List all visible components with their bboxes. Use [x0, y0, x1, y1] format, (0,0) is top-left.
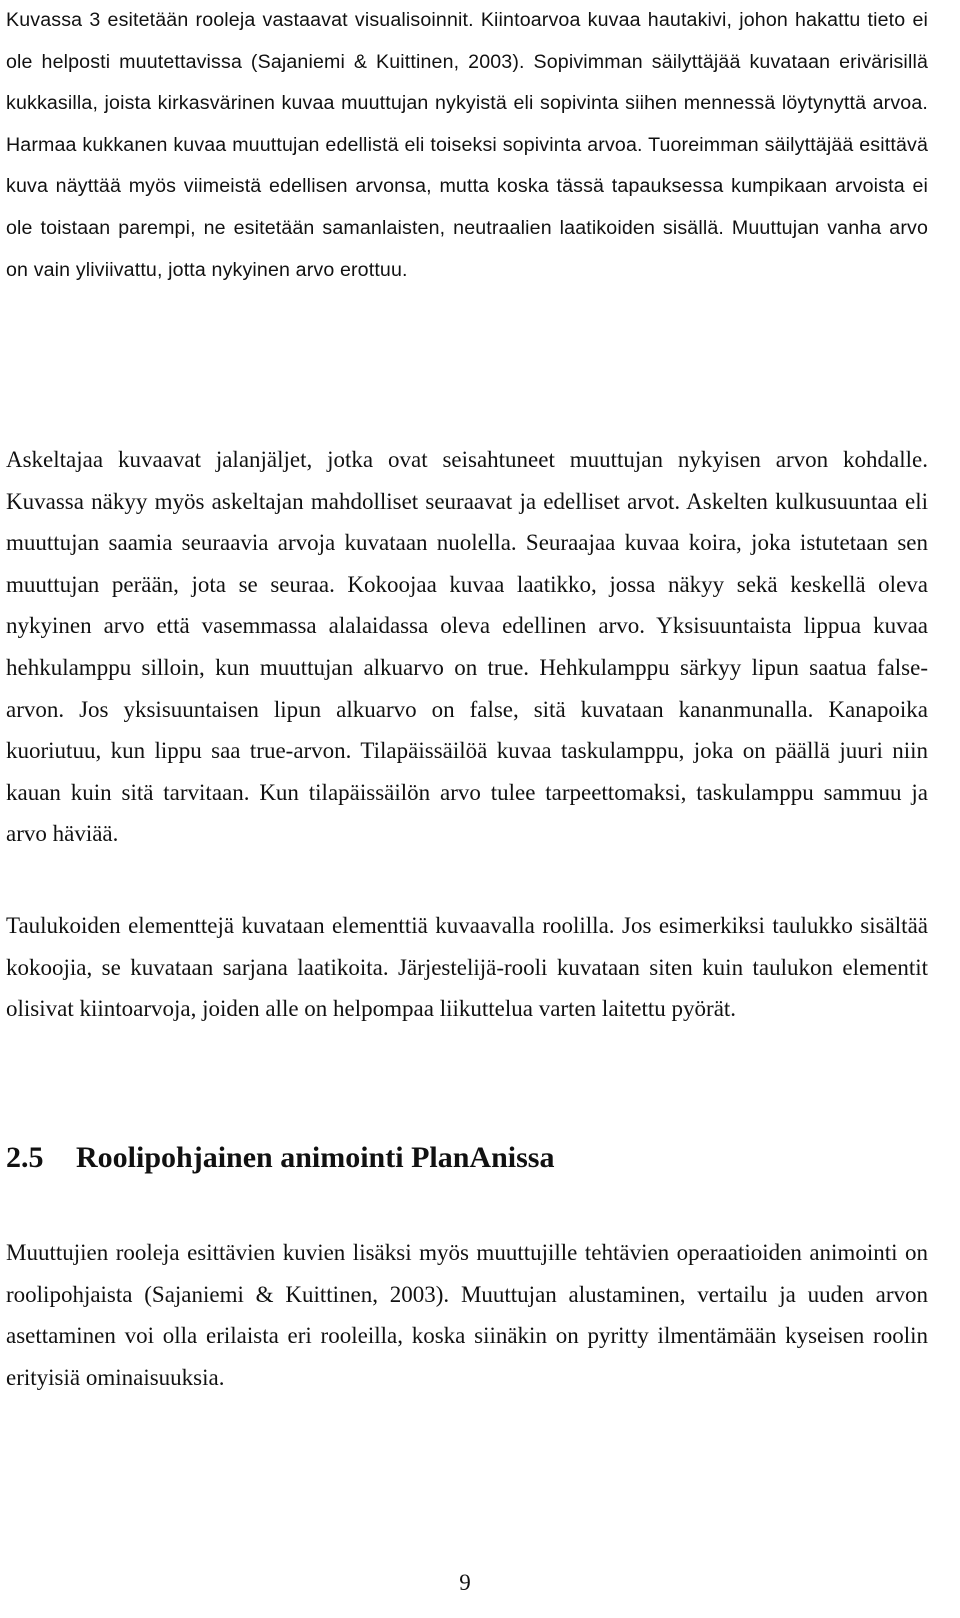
paragraph-role-based-animation: Muuttujien rooleja esittävien kuvien lisäksi myös muuttujille tehtävien operaatioiden animointi on roolipohjaista (Sajaniemi & Kuittinen, 2003). Muuttujan alustaminen, vertailu ja uuden arvon asettaminen voi olla erilaista eri rooleilla, koska siinäkin on pyritty ilmentämään kyseisen roolin erityisiä ominaisuuksia. [6, 1240, 928, 1390]
paragraph-role-visualizations: Kuvassa 3 esitetään rooleja vastaavat visualisoinnit. Kiintoarvoa kuvaa hautakivi, johon hakattu tieto ei ole helposti muutettavissa (Sajaniemi & Kuittinen, 2003). Sopivimman säilyttäjää kuvataan erivärisillä kukkasilla, joista kirkasvärinen kuvaa muuttujan nykyistä eli sopivinta siihen mennessä löytynyttä arvoa. Harmaa kukkanen kuvaa muuttujan edellistä eli toiseksi sopivinta arvoa. Tuoreimman säilyttäjää esittävä kuva näyttää myös viimeistä edellisen arvonsa, mutta koska tässä tapauksessa kumpikaan arvoista ei ole toistaan parempi, ne esitetään samanlaisten, neutraalien laatikoiden sisällä. Muuttujan vanha arvo on vain yliviivattu, jotta nykyinen arvo erottuu. [6, 9, 928, 281]
page-number: 9 [459, 1570, 471, 1595]
section-number: 2.5 [6, 1141, 44, 1174]
paragraph-array-elements: Taulukoiden elementtejä kuvataan elementtiä kuvaavalla roolilla. Jos esimerkiksi taulukko sisältää kokoojia, se kuvataan sarjana laatikoita. Järjestelijä-rooli kuvataan siten kuin taulukon elementit olisivat kiintoarvoja, joiden alle on helpompaa liikuttelua varten laitettu pyörät. [6, 913, 928, 1022]
section-title: Roolipohjainen animointi PlanAnissa [76, 1141, 555, 1174]
section-heading [6, 1138, 928, 1178]
paragraph-role-images-continued: Askeltajaa kuvaavat jalanjäljet, jotka ovat seisahtuneet muuttujan nykyisen arvon kohdalle. Kuvassa näkyy myös askeltajan mahdolliset seuraavat ja edelliset arvot. Askelten kulkusuuntaa eli muuttujan saamia seuraavia arvoja kuvataan nuolella. Seuraajaa kuvaa koira, joka istutetaan sen muuttujan perään, jota se seuraa. Kokoojaa kuvaa laatikko, jossa näkyy sekä keskellä oleva nykyinen arvo että vasemmassa alalaidassa oleva edellinen arvo. Yksisuuntaista lippua kuvaa hehkulamppu silloin, kun muuttujan alkuarvo on true. Hehkulamppu särkyy lipun saatua false-arvon. Jos yksisuuntaisen lipun alkuarvo on false, sitä kuvataan kananmunalla. Kanapoika kuoriutuu, kun lippu saa true-arvon. Tilapäissäilöä kuvaa taskulamppu, joka on päällä juuri niin kauan kuin sitä tarvitaan. Kun tilapäissäilön arvo tulee tarpeettomaksi, taskulamppu sammuu ja arvo häviää. [6, 447, 928, 847]
